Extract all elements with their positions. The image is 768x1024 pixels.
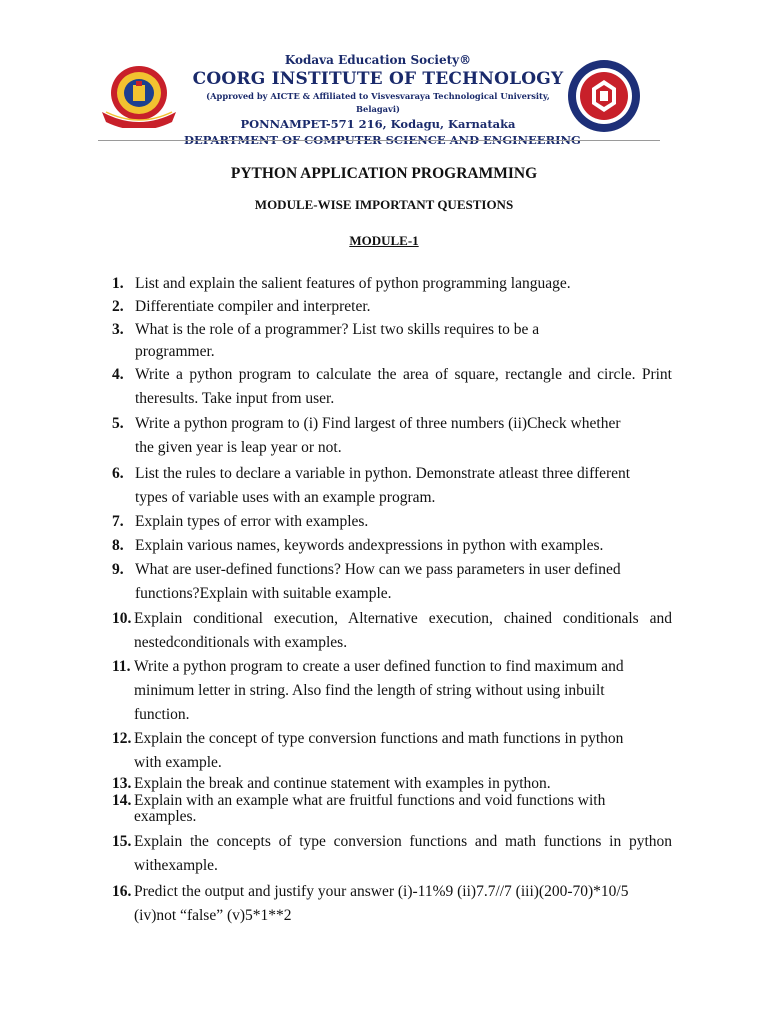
society-name: Kodava Education Society®: [284, 53, 472, 67]
question-number: 12.: [112, 730, 132, 747]
header-divider: [98, 140, 660, 141]
question-number: 4.: [112, 366, 124, 383]
question-number: 10.: [112, 610, 132, 627]
list-item: [112, 319, 672, 363]
question-number: 11.: [112, 658, 131, 675]
institute-name: COORG INSTITUTE OF TECHNOLOGY: [192, 69, 564, 89]
question-text: What are user-defined functions? How can we pass parameters in user defined functions?Explain with suitable example.: [135, 561, 621, 602]
question-text: Differentiate compiler and interpreter.: [135, 298, 371, 315]
document-header: [0, 0, 768, 148]
question-number: 7.: [112, 513, 124, 530]
question-number: 13.: [112, 775, 132, 792]
list-item: [112, 510, 672, 534]
module-heading: MODULE-1: [349, 233, 419, 248]
list-item: [112, 727, 672, 775]
question-text: Explain various names, keywords andexpressions in python with examples.: [135, 537, 604, 554]
question-text: List the rules to declare a variable in python. Demonstrate atleast three different types of variable uses with an example program.: [135, 465, 631, 506]
question-text: Write a python program to (i) Find largest of three numbers (ii)Check whether the given year is leap year or not.: [135, 415, 621, 456]
approval-note: (Approved by AICTE & Affiliated to Visvesvaraya Technological University, Belagavi): [206, 91, 550, 114]
list-item: [112, 295, 672, 319]
question-number: 1.: [112, 275, 124, 292]
question-text: Write a python program to calculate the area of square, rectangle and circle. Print theresults. Take input from user.: [135, 366, 672, 407]
question-number: 14.: [112, 792, 132, 809]
list-item: [112, 607, 672, 655]
question-number: 3.: [112, 321, 124, 338]
list-item: [112, 880, 672, 928]
question-number: 8.: [112, 537, 124, 554]
question-number: 15.: [112, 833, 132, 850]
question-number: 16.: [112, 883, 132, 900]
list-item: [112, 462, 672, 510]
list-item: [112, 776, 672, 792]
page-title: PYTHON APPLICATION PROGRAMMING: [230, 165, 538, 182]
question-number: 6.: [112, 465, 124, 482]
question-text: Explain the concepts of type conversion functions and math functions in python withexample.: [134, 833, 672, 874]
question-number: 9.: [112, 561, 124, 578]
question-text: Explain the concept of type conversion functions and math functions in python with example.: [134, 730, 624, 771]
question-number: 5.: [112, 415, 124, 432]
list-item: [112, 412, 672, 460]
institute-crest-logo: [96, 62, 182, 128]
list-item: [112, 272, 672, 296]
question-text: Write a python program to create a user defined function to find maximum and minimum letter in string. Also find the length of string without using inbuilt function.: [134, 658, 624, 723]
department-name: DEPARTMENT OF COMPUTER SCIENCE AND ENGINEERING: [184, 133, 581, 147]
list-item: [112, 655, 672, 727]
header-text-block: [184, 52, 581, 148]
list-item: [112, 363, 672, 411]
department-seal-logo: [566, 58, 642, 134]
list-item: [112, 830, 672, 878]
list-item: [112, 534, 672, 558]
question-number: 2.: [112, 298, 124, 315]
institute-address: PONNAMPET-571 216, Kodagu, Karnataka: [240, 117, 516, 131]
question-text: List and explain the salient features of python programming language.: [135, 275, 571, 292]
question-text: Explain with an example what are fruitful functions and void functions with examples.: [134, 792, 606, 825]
question-text: What is the role of a programmer? List two skills requires to be a programmer.: [135, 321, 540, 360]
list-item: [112, 558, 672, 606]
page-subtitle: MODULE-WISE IMPORTANT QUESTIONS: [254, 197, 514, 212]
list-item: [112, 793, 672, 825]
question-text: Explain types of error with examples.: [135, 513, 369, 530]
question-text: Explain conditional execution, Alternative execution, chained conditionals and nestedconditionals with examples.: [134, 610, 672, 651]
question-text: Predict the output and justify your answer (i)-11%9 (ii)7.7//7 (iii)(200-70)*10/5 (iv)not “false” (v)5*1**2: [134, 883, 629, 924]
question-text: Explain the break and continue statement with examples in python.: [134, 775, 551, 792]
